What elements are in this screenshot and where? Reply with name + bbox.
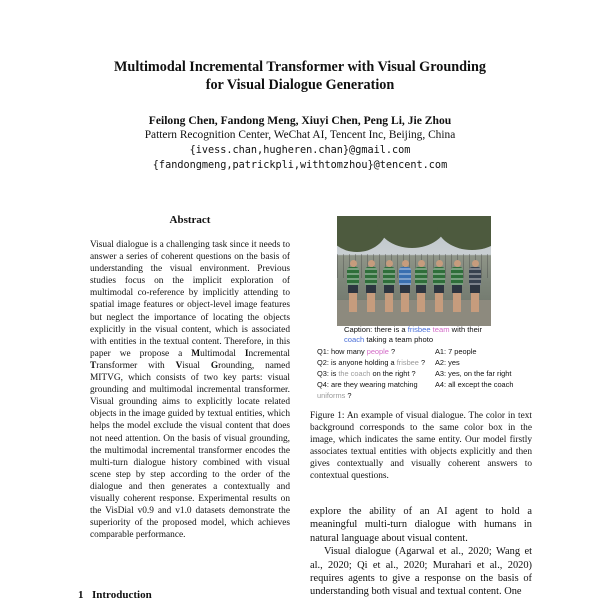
affiliation: Pattern Recognition Center, WeChat AI, Tencent Inc, Beijing, China <box>144 129 456 141</box>
question-segment: ? <box>388 347 396 356</box>
question-line <box>317 379 425 390</box>
photo-person <box>451 260 463 312</box>
question-segment: Q3: is <box>317 369 339 378</box>
photo-person <box>365 260 377 312</box>
question-segment: the coach <box>338 369 371 378</box>
photo-person <box>469 260 481 312</box>
figure-questions <box>317 346 425 401</box>
model-name-initial: T <box>90 360 97 371</box>
photo-person <box>433 260 445 312</box>
question-segment: ? <box>345 391 352 400</box>
question-segment: people <box>366 347 389 356</box>
question-line <box>317 368 425 379</box>
question-line <box>317 390 425 401</box>
model-name-rest: ncremental <box>248 348 290 359</box>
abstract-body <box>90 239 290 541</box>
caption-segment: with their <box>449 325 483 334</box>
question-segment: Q4: are they wearing matching <box>317 380 418 389</box>
caption-segment: coach <box>344 335 365 344</box>
figure-caption <box>310 410 532 483</box>
abstract-paragraph <box>90 239 290 541</box>
photo-person <box>415 260 427 312</box>
abstract-heading: Abstract <box>169 214 211 226</box>
question-segment: Q1: how many <box>317 347 367 356</box>
question-segment: uniforms <box>317 391 346 400</box>
body-paragraph-2: Visual dialogue (Agarwal et al., 2020; Wang et al., 2020; Qi et al., 2020; Murahari et al., 2020) requires agents to give a response on the basis of understanding both visual and textual content. One <box>310 546 532 598</box>
caption-segment: Caption: there is a <box>344 325 408 334</box>
model-name-initial: I <box>244 348 249 359</box>
question-line <box>317 357 425 368</box>
answer-line: A2: yes <box>435 358 460 367</box>
question-line <box>317 346 425 357</box>
question-segment: ? <box>418 358 426 367</box>
model-name-rest: ultimodal <box>200 348 245 359</box>
question-segment: Q2: is anyone holding a <box>317 358 397 367</box>
model-name-rest: isual <box>182 360 211 371</box>
question-segment: on the right ? <box>370 369 416 378</box>
team-photo <box>337 216 491 326</box>
caption-segment: taking a team photo <box>364 335 434 344</box>
introduction-body <box>310 505 532 599</box>
answer-line: A4: all except the coach <box>435 380 514 389</box>
model-name-initial: M <box>191 348 201 359</box>
model-name-rest: rounding <box>218 360 252 371</box>
photo-person <box>347 260 359 312</box>
abstract-text-before: Visual dialogue is a challenging task since it needs to answer a series of coherent questions on the basis of understanding the visual environment. Previous studies focus on the implicit exploration of multimodal co-reference by implicitly attending to spatial image features or object-level image features but neglect the importance of locating the objects explicitly in the visual content, which is associated with entities in the textual content. Therefore, in this paper we propose a <box>90 240 290 359</box>
email-line-2: {fandongmeng,patrickpli,withtomzhou}@tencent.com <box>152 160 448 171</box>
title-line-2: for Visual Dialogue Generation <box>205 77 395 93</box>
photo-person <box>383 260 395 312</box>
model-name-rest: ransformer with <box>96 360 176 371</box>
body-paragraph-1: explore the ability of an AI agent to hold a meaningful multi-turn dialogue with humans in natural language about visual content. <box>310 506 532 544</box>
photo-person <box>399 260 411 312</box>
question-segment: frisbee <box>396 358 419 367</box>
figure-image-caption <box>344 325 494 345</box>
title-line-1: Multimodal Incremental Transformer with Visual Grounding <box>114 59 486 75</box>
paper-title <box>0 58 600 94</box>
answer-line: A1: 7 people <box>435 347 477 356</box>
section-heading <box>78 589 152 601</box>
model-name-initial: G <box>210 360 219 371</box>
section-title: Introduction <box>92 589 152 601</box>
section-number: 1 <box>78 589 84 601</box>
caption-segment: team <box>430 325 450 334</box>
abstract-text-after: , named MITVG, which consists of two key parts: visual grounding and multimodal incremental transformer. Visual grounding aims to explicitly locate related objects in the image guided by textual entities, which helps the model exclude the visual content that does not need attention. On the basis of visual grounding, the multimodal incremental transformer encodes the multi-turn dialogue history combined with visual scene step by step according to the order of the dialogue and then generates a contextually and visually coherent response. Experimental results on the VisDial v0.9 and v1.0 datasets demonstrate the superiority of the proposed model, which achieves comparable performance. <box>90 360 291 541</box>
figure-answers <box>435 346 513 390</box>
model-name-initial: V <box>175 360 183 371</box>
answer-line: A3: yes, on the far right <box>435 369 512 378</box>
figure-caption-text: Figure 1: An example of visual dialogue. The color in text background corresponds to the same color box in the image, which indicates the same entity. Our model firstly associates textual entities with objects explicitly and then gives contextually and visually coherent answers to contextual questions. <box>310 411 532 482</box>
email-line-1: {ivess.chan,hugheren.chan}@gmail.com <box>189 145 411 156</box>
caption-segment: frisbee <box>407 325 431 334</box>
author-list: Feilong Chen, Fandong Meng, Xiuyi Chen, Peng Li, Jie Zhou <box>148 114 452 127</box>
